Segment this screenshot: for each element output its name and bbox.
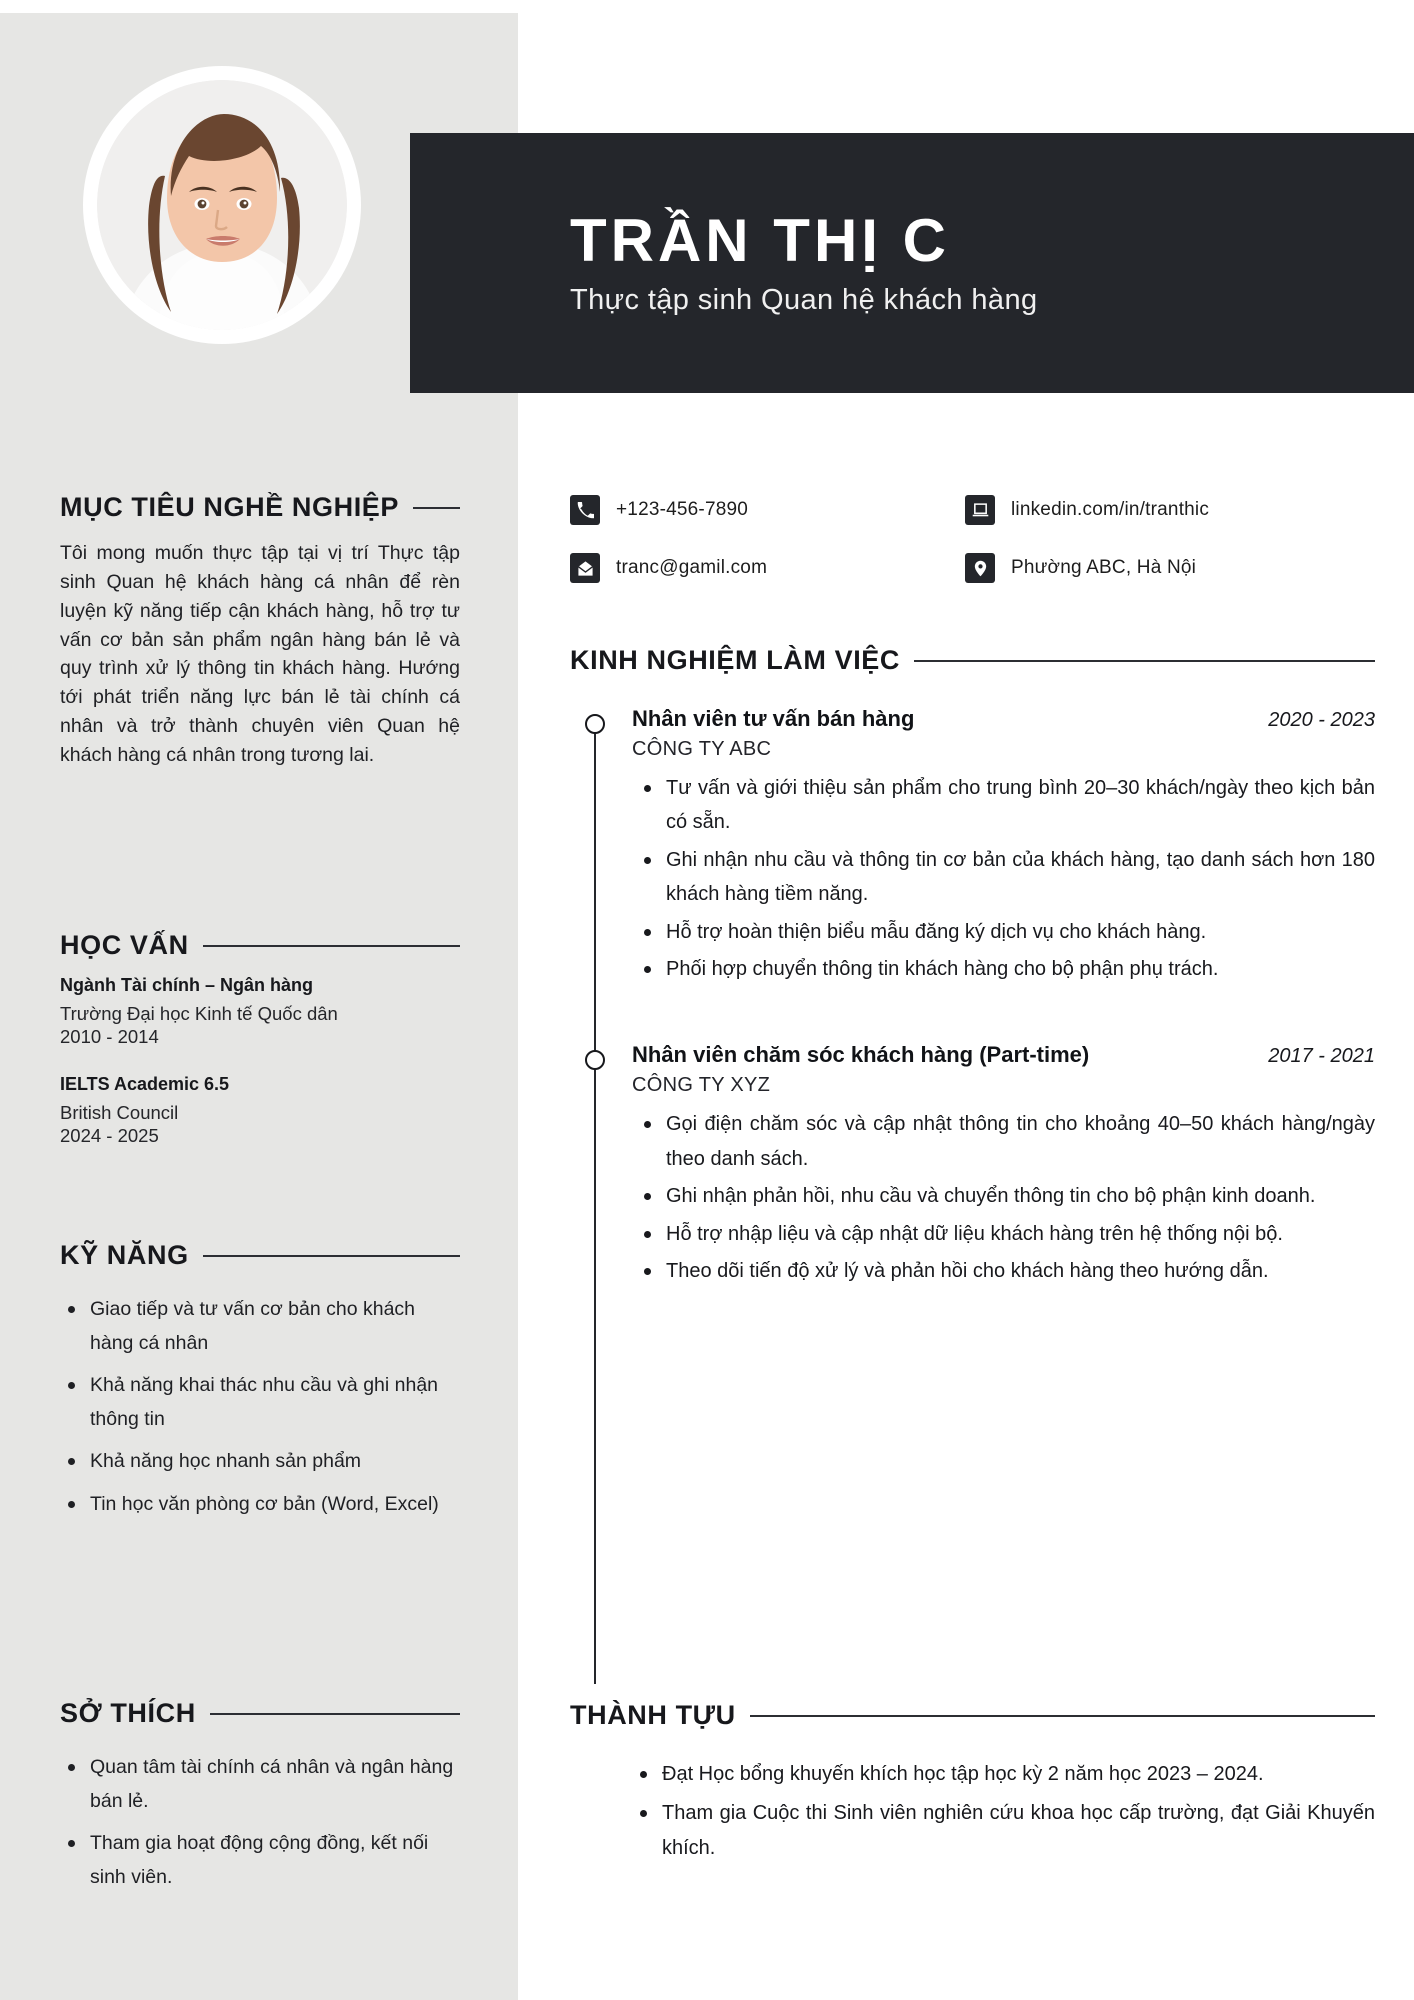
achievements-heading-row	[570, 1700, 1375, 1731]
experience-company: CÔNG TY XYZ	[632, 1074, 771, 1097]
portrait-illustration	[97, 80, 347, 330]
timeline-dot-icon	[585, 1050, 605, 1070]
experience-bullets	[632, 771, 1375, 986]
experience-entry	[570, 706, 1375, 986]
location-pin-icon	[965, 553, 995, 583]
objective-heading: MỤC TIÊU NGHỀ NGHIỆP	[60, 492, 400, 522]
list-item: Tư vấn và giới thiệu sản phẩm cho trung bình 20–30 khách/ngày theo kịch bản có sẵn.	[632, 771, 1375, 840]
education-item	[60, 1074, 460, 1147]
contact-linkedin-text: linkedin.com/in/tranthic	[1011, 499, 1210, 520]
skills-heading: KỸ NĂNG	[60, 1240, 189, 1270]
header-text-group	[560, 133, 1414, 393]
heading-rule	[203, 1255, 460, 1257]
experience-title: Nhân viên tư vấn bán hàng	[632, 706, 915, 731]
experience-entry	[570, 1042, 1375, 1288]
laptop-icon	[965, 495, 995, 525]
heading-rule	[210, 1713, 460, 1715]
education-heading: HỌC VẤN	[60, 930, 189, 960]
section-achievements	[570, 1700, 1375, 1870]
section-skills	[60, 1240, 460, 1530]
education-degree: IELTS Academic 6.5	[60, 1074, 230, 1094]
list-item: Theo dõi tiến độ xử lý và phản hồi cho khách hàng theo hướng dẫn.	[632, 1254, 1375, 1288]
list-item: Giao tiếp và tư vấn cơ bản cho khách hàng cá nhân	[60, 1293, 460, 1360]
education-years: 2024 - 2025	[60, 1125, 159, 1146]
heading-rule	[413, 507, 460, 509]
list-item: Gọi điện chăm sóc và cập nhật thông tin cho khoảng 40–50 khách hàng/ngày theo danh sách.	[632, 1107, 1375, 1176]
list-item: Khả năng học nhanh sản phẩm	[60, 1445, 460, 1479]
list-item: Ghi nhận phản hồi, nhu cầu và chuyển thông tin cho bộ phận kinh doanh.	[632, 1179, 1375, 1213]
objective-heading-row	[60, 492, 460, 523]
education-degree: Ngành Tài chính – Ngân hàng	[60, 975, 314, 995]
list-item: Hỗ trợ nhập liệu và cập nhật dữ liệu khách hàng trên hệ thống nội bộ.	[632, 1217, 1375, 1251]
experience-dates: 2020 - 2023	[1268, 709, 1375, 731]
experience-dates: 2017 - 2021	[1268, 1045, 1375, 1068]
list-item: Khả năng khai thác nhu cầu và ghi nhận thông tin	[60, 1369, 460, 1436]
section-experience	[570, 645, 1375, 1291]
section-objective	[60, 492, 460, 770]
skills-list	[60, 1293, 460, 1521]
list-item: Quan tâm tài chính cá nhân và ngân hàng bán lẻ.	[60, 1751, 460, 1818]
list-item: Tin học văn phòng cơ bản (Word, Excel)	[60, 1488, 460, 1522]
contact-item-phone[interactable]	[570, 495, 965, 525]
experience-heading: KINH NGHIỆM LÀM VIỆC	[570, 645, 901, 675]
experience-timeline	[570, 706, 1375, 1288]
timeline-dot-icon	[585, 714, 605, 734]
objective-text: Tôi mong muốn thực tập tại vị trí Thực tập sinh Quan hệ khách hàng cá nhân để rèn luyện kỹ năng tiếp cận khách hàng, hỗ trợ tư vấn cơ bản sản phẩm ngân hàng bán lẻ và quy trình xử lý thông tin khách hàng. Hướng tới phát triển năng lực bán lẻ tài chính cá nhân và trở thành chuyên viên Quan hệ khách hàng cá nhân trong tương lai.	[60, 542, 460, 767]
achievements-heading: THÀNH TỰU	[570, 1700, 736, 1730]
profile-photo	[97, 80, 347, 330]
heading-rule	[203, 945, 460, 947]
heading-rule	[750, 1715, 1375, 1717]
list-item: Phối hợp chuyển thông tin khách hàng cho bộ phận phụ trách.	[632, 952, 1375, 986]
education-school: Trường Đại học Kinh tế Quốc dân	[60, 1003, 338, 1024]
section-hobbies	[60, 1698, 460, 1903]
list-item: Tham gia hoạt động cộng đồng, kết nối sinh viên.	[60, 1827, 460, 1894]
phone-icon	[570, 495, 600, 525]
contact-item-address[interactable]	[965, 553, 1360, 583]
experience-title: Nhân viên chăm sóc khách hàng (Part-time)	[632, 1042, 1090, 1068]
job-role-subtitle: Thực tập sinh Quan hệ khách hàng	[570, 284, 1038, 316]
experience-header	[632, 1042, 1375, 1068]
contact-item-email[interactable]	[570, 553, 965, 583]
envelope-icon	[570, 553, 600, 583]
contact-item-linkedin[interactable]	[965, 495, 1360, 525]
contact-email-text: tranc@gamil.com	[616, 557, 768, 578]
contact-phone-text: +123-456-7890	[616, 499, 749, 520]
contact-address-text: Phường ABC, Hà Nội	[1011, 557, 1197, 578]
list-item: Ghi nhận nhu cầu và thông tin cơ bản của khách hàng, tạo danh sách hơn 180 khách hàng tiềm năng.	[632, 843, 1375, 912]
experience-bullets	[632, 1107, 1375, 1288]
section-education	[60, 930, 460, 1147]
skills-heading-row	[60, 1240, 460, 1271]
hobbies-heading: SỞ THÍCH	[60, 1698, 196, 1728]
experience-header	[632, 706, 1375, 732]
education-years: 2010 - 2014	[60, 1026, 159, 1047]
heading-rule	[914, 660, 1375, 662]
education-school: British Council	[60, 1102, 179, 1123]
achievements-list	[570, 1757, 1375, 1865]
page-title: TRẦN THỊ C	[570, 207, 950, 274]
list-item: Tham gia Cuộc thi Sinh viên nghiên cứu khoa học cấp trường, đạt Giải Khuyến khích.	[628, 1796, 1375, 1865]
experience-company: CÔNG TY ABC	[632, 738, 772, 760]
contact-info	[570, 495, 1360, 583]
header-band	[410, 133, 1414, 393]
education-item	[60, 975, 460, 1048]
education-heading-row	[60, 930, 460, 961]
list-item: Đạt Học bổng khuyến khích học tập học kỳ 2 năm học 2023 – 2024.	[628, 1757, 1375, 1791]
hobbies-list	[60, 1751, 460, 1894]
list-item: Hỗ trợ hoàn thiện biểu mẫu đăng ký dịch vụ cho khách hàng.	[632, 915, 1375, 949]
avatar	[97, 80, 347, 330]
experience-heading-row	[570, 645, 1375, 676]
hobbies-heading-row	[60, 1698, 460, 1729]
